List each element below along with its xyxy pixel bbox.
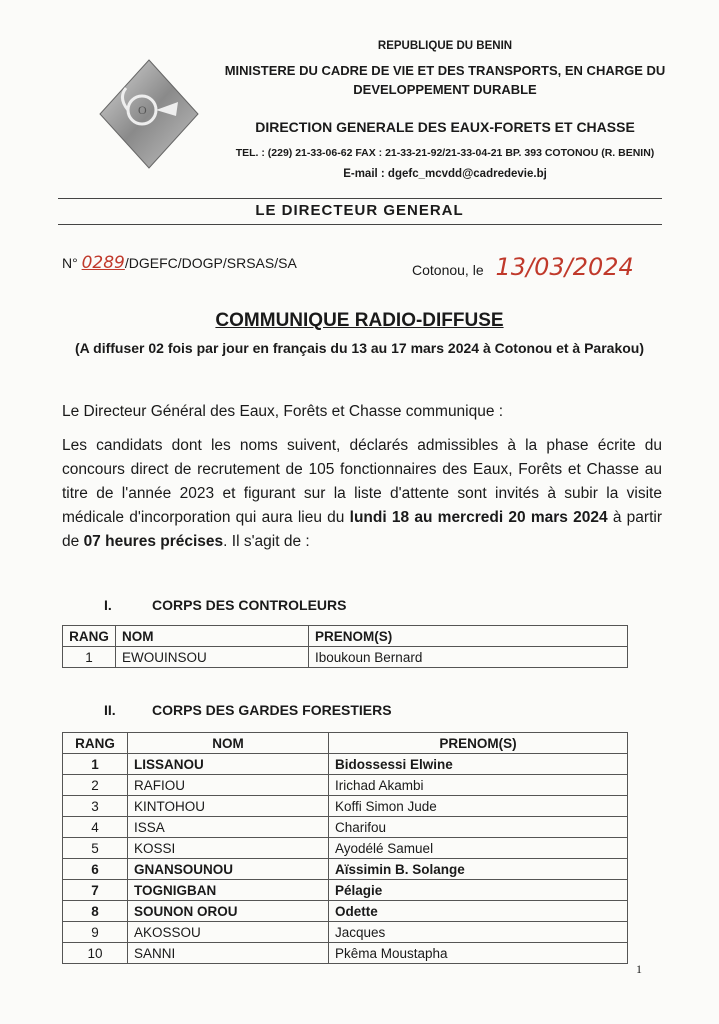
nom-cell: SOUNON OROU	[128, 901, 329, 922]
column-header-rang: RANG	[63, 626, 116, 647]
table-row	[63, 880, 628, 901]
body-part-3: . Il s'agit de :	[223, 533, 310, 550]
rang-cell: 2	[63, 775, 128, 796]
prenom-cell: Ayodélé Samuel	[329, 838, 628, 859]
section1-numeral: I.	[104, 597, 112, 613]
table-header-row	[63, 733, 628, 754]
table-row	[63, 754, 628, 775]
column-header-nom: NOM	[116, 626, 309, 647]
nom-cell: SANNI	[128, 943, 329, 964]
reference-suffix: /DGEFC/DOGP/SRSAS/SA	[124, 255, 297, 271]
body-time: 07 heures précises	[83, 533, 224, 550]
prenom-cell: Bidossessi Elwine	[329, 754, 628, 775]
gardes-forestiers-table	[62, 732, 628, 964]
prenom-cell: Jacques	[329, 922, 628, 943]
rang-cell: 5	[63, 838, 128, 859]
communique-title: COMMUNIQUE RADIO-DIFFUSE	[215, 310, 504, 331]
prenom-cell: Charifou	[329, 817, 628, 838]
nom-cell: EWOUINSOU	[116, 647, 309, 668]
nom-cell: RAFIOU	[128, 775, 329, 796]
rang-cell: 3	[63, 796, 128, 817]
body-part-1: Les candidats dont les noms suivent, déclarés admissibles à la phase écrite du concours direct de recrutement de 105 fonctionnaires des Eaux, Forêts et Chasse au titre de l'année 2023 et figurant sur la liste d'attente sont invités à subir la visite médicale d'incorporation qui aura lieu du	[62, 437, 662, 526]
rang-cell: 7	[63, 880, 128, 901]
column-header-prenom: PRENOM(S)	[329, 733, 628, 754]
nom-cell: AKOSSOU	[128, 922, 329, 943]
table-row	[63, 838, 628, 859]
rang-cell: 4	[63, 817, 128, 838]
nom-cell: GNANSOUNOU	[128, 859, 329, 880]
table-row	[63, 647, 628, 668]
page-number: 1	[636, 962, 642, 976]
ministry-line-2: DEVELOPPEMENT DURABLE	[353, 82, 537, 97]
column-header-rang: RANG	[63, 733, 128, 754]
rang-cell: 6	[63, 859, 128, 880]
reference-date	[412, 253, 634, 281]
prenom-cell: Iboukoun Bernard	[309, 647, 628, 668]
table-row	[63, 859, 628, 880]
direction-line: DIRECTION GENERALE DES EAUX-FORETS ET CHASSE	[255, 119, 635, 135]
communique-subtitle: (A diffuser 02 fois par jour en français du 13 au 17 mars 2024 à Cotonou et à Parakou)	[75, 340, 644, 356]
controleurs-table	[62, 625, 628, 668]
director-title: LE DIRECTEUR GENERAL	[255, 202, 464, 219]
column-header-nom: NOM	[128, 733, 329, 754]
table-row	[63, 922, 628, 943]
svg-text:O: O	[138, 103, 147, 117]
ministry-logo	[98, 58, 200, 170]
reference-prefix: N°	[62, 255, 78, 271]
rang-cell: 1	[63, 647, 116, 668]
nom-cell: TOGNIGBAN	[128, 880, 329, 901]
reference-number	[62, 253, 297, 273]
ministry-line-1: MINISTERE DU CADRE DE VIE ET DES TRANSPORTS, EN CHARGE DU	[224, 63, 666, 78]
header-divider-top	[58, 198, 662, 199]
table-header-row	[63, 626, 628, 647]
body-paragraph	[62, 434, 662, 554]
column-header-prenom: PRENOM(S)	[309, 626, 628, 647]
rang-cell: 9	[63, 922, 128, 943]
table-row	[63, 901, 628, 922]
prenom-cell: Pkêma Moustapha	[329, 943, 628, 964]
prenom-cell: Aïssimin B. Solange	[329, 859, 628, 880]
email-line: E-mail : dgefc_mcvdd@cadredevie.bj	[343, 168, 547, 180]
prenom-cell: Koffi Simon Jude	[329, 796, 628, 817]
reference-handwritten-number: 0289	[81, 253, 125, 273]
header-divider-bottom	[58, 224, 662, 225]
section2-numeral: II.	[104, 702, 116, 718]
prenom-cell: Pélagie	[329, 880, 628, 901]
nom-cell: KINTOHOU	[128, 796, 329, 817]
table-row	[63, 775, 628, 796]
contact-line: TEL. : (229) 21-33-06-62 FAX : 21-33-21-92/21-33-04-21 BP. 393 COTONOU (R. BENIN)	[235, 147, 655, 159]
place-label: Cotonou, le	[412, 262, 484, 278]
republic-line: REPUBLIQUE DU BENIN	[377, 40, 513, 52]
rang-cell: 10	[63, 943, 128, 964]
nom-cell: KOSSI	[128, 838, 329, 859]
nom-cell: LISSANOU	[128, 754, 329, 775]
body-part-2: à partir de	[62, 509, 662, 550]
table-row	[63, 943, 628, 964]
section2-title: CORPS DES GARDES FORESTIERS	[152, 702, 392, 718]
table-row	[63, 817, 628, 838]
handwritten-date: 13/03/2024	[495, 253, 634, 281]
section1-title: CORPS DES CONTROLEURS	[152, 597, 347, 613]
table-row	[63, 796, 628, 817]
prenom-cell: Odette	[329, 901, 628, 922]
rang-cell: 8	[63, 901, 128, 922]
nom-cell: ISSA	[128, 817, 329, 838]
intro-text: Le Directeur Général des Eaux, Forêts et Chasse communique :	[62, 403, 504, 420]
prenom-cell: Irichad Akambi	[329, 775, 628, 796]
body-dates: lundi 18 au mercredi 20 mars 2024	[349, 509, 608, 526]
rang-cell: 1	[63, 754, 128, 775]
